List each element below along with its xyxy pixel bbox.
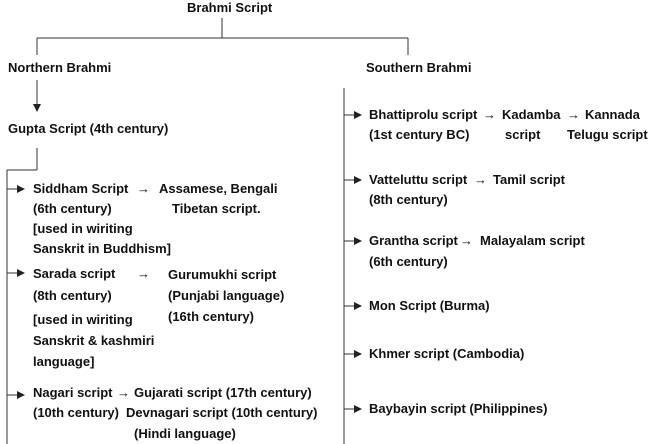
kadamba-script-label: script <box>505 127 541 142</box>
sarada-era: (8th century) <box>33 288 112 303</box>
nagari-desc-3: (Hindi language) <box>134 426 236 441</box>
khmer-script-node: Khmer script (Cambodia) <box>369 346 525 361</box>
siddham-desc-2: Tibetan script. <box>172 201 261 216</box>
mon-script-node: Mon Script (Burma) <box>369 298 490 313</box>
kannada-label: Kannada <box>585 107 640 122</box>
nagari-arrow: → <box>117 385 130 400</box>
sarada-desc-3: (16th century) <box>168 309 254 324</box>
northern-brahmi-node: Northern Brahmi <box>8 60 112 75</box>
sarada-name: Sarada script <box>33 266 116 281</box>
siddham-arrow: → <box>137 181 150 196</box>
bhattiprolu-arrow-2: → <box>567 107 580 122</box>
nagari-desc-2: Devnagari script (10th century) <box>126 405 318 420</box>
tamil-script-label: Tamil script <box>493 172 566 187</box>
nagari-name: Nagari script <box>33 385 113 400</box>
sarada-arrow: → <box>137 266 150 281</box>
vatteluttu-era: (8th century) <box>369 192 448 207</box>
siddham-note-1: [used in wiriting <box>33 221 133 236</box>
kadamba-label: Kadamba <box>502 107 561 122</box>
grantha-name: Grantha script <box>369 233 458 248</box>
siddham-name: Siddham Script <box>33 181 129 196</box>
sarada-note-2: Sanskrit & kashmiri <box>33 333 155 348</box>
bhattiprolu-era: (1st century BC) <box>369 127 470 142</box>
sarada-desc-2: (Punjabi language) <box>168 288 285 303</box>
siddham-era: (6th century) <box>33 201 112 216</box>
root-node: Brahmi Script <box>187 0 273 15</box>
siddham-note-2: Sanskrit in Buddhism] <box>33 241 171 256</box>
nagari-era: (10th century) <box>33 405 119 420</box>
grantha-arrow: → <box>460 233 473 248</box>
grantha-era: (6th century) <box>369 254 448 269</box>
southern-brahmi-node: Southern Brahmi <box>366 60 472 75</box>
sarada-desc-1: Gurumukhi script <box>168 267 277 282</box>
bhattiprolu-name: Bhattiprolu script <box>369 107 478 122</box>
gupta-script-node: Gupta Script (4th century) <box>8 121 169 136</box>
sarada-note-1: [used in wiriting <box>33 312 133 327</box>
baybayin-script-node: Baybayin script (Philippines) <box>369 401 548 416</box>
vatteluttu-arrow: → <box>474 172 487 187</box>
nagari-desc-1: Gujarati script (17th century) <box>134 385 312 400</box>
telugu-label: Telugu script <box>567 127 648 142</box>
bhattiprolu-arrow-1: → <box>483 107 496 122</box>
siddham-desc-1: Assamese, Bengali <box>159 181 278 196</box>
malayalam-script-label: Malayalam script <box>480 233 585 248</box>
sarada-note-3: language] <box>33 354 95 369</box>
vatteluttu-name: Vatteluttu script <box>369 172 468 187</box>
